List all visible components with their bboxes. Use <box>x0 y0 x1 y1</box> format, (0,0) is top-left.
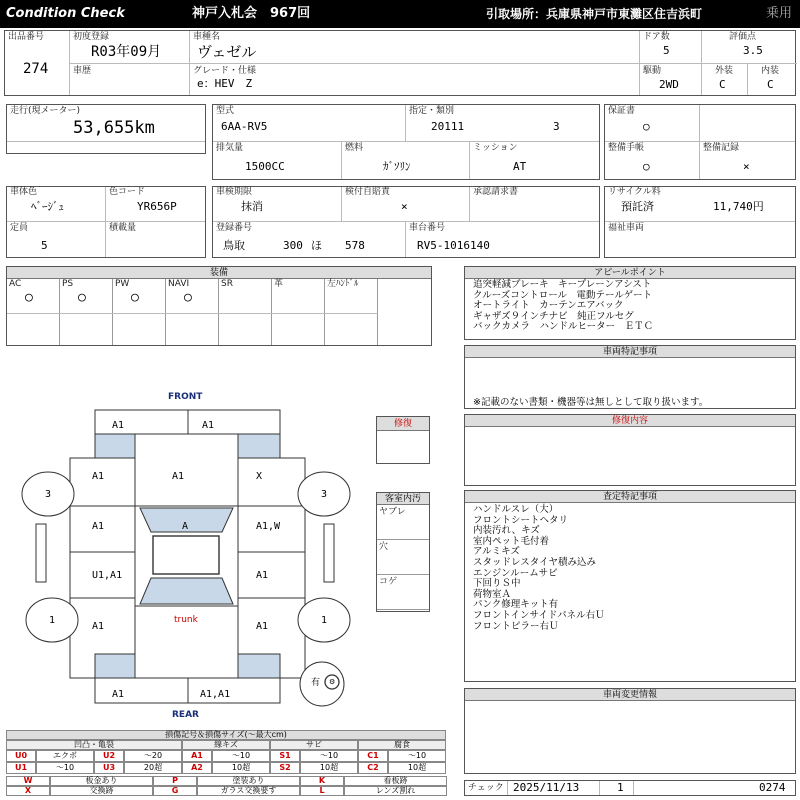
equipment-cell <box>113 279 166 345</box>
legend-code: U3 <box>94 762 124 774</box>
warranty: ○ <box>643 120 650 133</box>
inspection-note-line: フロントインサイドパネル右Ｕ <box>473 610 605 621</box>
front-door-left: A1 <box>92 521 105 532</box>
spare-tire-icon: ⚙ <box>329 678 336 686</box>
welfare-label: 福祉車両 <box>608 223 645 233</box>
type: 6AA-RV5 <box>221 120 268 133</box>
equipment-title: 装備 <box>7 267 431 279</box>
inspection-notes-panel <box>464 490 796 682</box>
drive: 2WD <box>659 78 679 91</box>
legend-desc: 20超 <box>124 762 182 774</box>
insurance-label: 検付自賠責 <box>345 187 391 197</box>
check-number: 0274 <box>759 781 786 794</box>
displacement: 1500CC <box>245 160 285 173</box>
legend-desc: ～10 <box>388 750 446 762</box>
appeal-line: バックカメラ ハンドルヒーター ＥＴＣ <box>473 321 654 333</box>
windshield: A <box>182 521 189 532</box>
rear-door-right: A1 <box>256 570 269 581</box>
equipment-label: 左ﾊﾝﾄﾞﾙ <box>327 279 359 289</box>
reg-kana: ほ <box>311 239 322 252</box>
chassis-label: 車台番号 <box>409 223 446 233</box>
legend-category: サビ <box>270 740 358 750</box>
lot-no-label: 出品番号 <box>8 32 45 42</box>
appeal-line: ギャザズ９インチナビ 純正フルセグ <box>473 310 634 322</box>
repair-box <box>376 416 430 464</box>
capacity-label: 定員 <box>10 223 29 233</box>
recycle-box <box>604 186 796 258</box>
legend-desc: 10超 <box>300 762 358 774</box>
spare-tire-label: 有 <box>311 678 321 688</box>
grade-label: グレード・仕様 <box>193 66 257 76</box>
equipment-label: SR <box>221 279 233 289</box>
trunk-label: trunk <box>174 615 198 625</box>
equipment-value: ○ <box>78 290 86 305</box>
inspection-note-line: スタッドレスタイヤ積み込み <box>473 557 597 568</box>
category-label: 乗用 <box>766 6 793 21</box>
legend-category: 線キズ <box>182 740 270 750</box>
approval-label: 承認請求書 <box>473 187 519 197</box>
mileage-box <box>6 104 206 154</box>
model-name: ヴェゼル <box>197 43 257 61</box>
change-info-title: 車両変更情報 <box>465 689 795 701</box>
recycle-status: 預託済 <box>621 200 654 213</box>
equipment-cell <box>7 279 60 345</box>
front-fender-left: A1 <box>92 471 105 482</box>
equipment-label: 革 <box>274 279 284 289</box>
inspection-note-line: 荷物室Ａ <box>473 588 512 600</box>
special-note: ※記載のない書類・機器等は無しとして取り扱います。 <box>473 397 709 408</box>
condition-check-badge: Condition Check <box>6 6 125 21</box>
legend-code: A2 <box>182 762 212 774</box>
legend-code: G <box>153 786 197 796</box>
legend-desc: 塗装あり <box>197 776 300 786</box>
exterior-grade: C <box>719 78 726 91</box>
legend-code: U1 <box>6 762 36 774</box>
legend-desc: 看板跡 <box>344 776 447 786</box>
capacity: 5 <box>41 239 48 252</box>
documents-box <box>604 104 796 180</box>
inspection-notes-title: 査定特記事項 <box>465 491 795 503</box>
repair-title: 修復 <box>377 417 429 431</box>
load-label: 積載量 <box>109 223 137 233</box>
equipment-cell <box>219 279 272 345</box>
equipment-grid <box>7 279 431 345</box>
service-record-label: 整備記録 <box>703 143 740 153</box>
model-name-label: 車種名 <box>193 32 221 42</box>
grade: e：HEV Z <box>197 77 253 90</box>
check-date: 2025/11/13 <box>513 781 580 794</box>
damage-legend <box>6 730 446 796</box>
color-label: 車体色 <box>10 187 38 197</box>
auction-title: 神戸入札会 967回 <box>192 6 311 21</box>
interior-label: 内装 <box>761 66 780 76</box>
doors-label: ドア数 <box>643 32 670 42</box>
appeal-line: クルーズコントロール 電動テールゲート <box>473 289 653 301</box>
repair-detail-title: 修復内容 <box>465 415 795 427</box>
color-code: YR656P <box>137 200 177 213</box>
legend-title: 損傷記号＆損傷サイズ(～最大cm) <box>6 730 446 740</box>
score: 3.5 <box>743 44 763 57</box>
special-notes-panel <box>464 345 796 409</box>
rear-quarter-left: A1 <box>92 621 105 632</box>
legend-code: C1 <box>358 750 388 762</box>
first-reg: R03年09月 <box>91 44 162 60</box>
inspection-note-line: 室内ペット毛付着 <box>473 535 550 547</box>
header-bar <box>0 0 800 28</box>
legend-code: C2 <box>358 762 388 774</box>
check-count: 1 <box>617 781 624 794</box>
reg-num: 578 <box>345 239 365 252</box>
legend-desc: 交換跡 <box>50 786 153 796</box>
chassis: RV5-1016140 <box>417 239 490 252</box>
displacement-label: 排気量 <box>216 143 244 153</box>
equipment-label: PS <box>62 279 74 289</box>
rear-quarter-right: A1 <box>256 621 269 632</box>
interior-stains-title: 客室内汚 <box>377 493 429 505</box>
tire-front-left: 3 <box>45 489 52 500</box>
inspection-note-line: パンク修理キット有 <box>473 599 559 611</box>
front-fender-right: X <box>256 471 263 482</box>
appeal-title: アピールポイント <box>465 267 795 279</box>
exterior-label: 外装 <box>715 66 734 76</box>
legend-code: A1 <box>182 750 212 762</box>
stain-row <box>377 540 429 575</box>
legend-code: K <box>300 776 344 786</box>
type-label: 型式 <box>216 106 235 116</box>
tire-front-right: 3 <box>321 489 328 500</box>
front-label: FRONT <box>168 392 203 402</box>
reg-area: 鳥取 <box>223 239 245 252</box>
mileage-label: 走行(現メーター) <box>10 106 81 116</box>
basic-info-table <box>4 30 796 96</box>
mileage: 53,655km <box>73 118 155 138</box>
equipment-value: ○ <box>184 290 192 305</box>
legend-desc: エクボ <box>36 750 94 762</box>
equipment-value: ○ <box>131 290 139 305</box>
rear-bumper-left: A1 <box>112 689 125 700</box>
legend-desc: ～10 <box>300 750 358 762</box>
doors: 5 <box>663 44 670 57</box>
mission: AT <box>513 160 527 173</box>
fuel-label: 燃料 <box>345 143 364 153</box>
fuel: ｶﾞｿﾘﾝ <box>383 160 411 173</box>
inspection-note-line: 下回りＳ中 <box>473 578 521 590</box>
rear-door-left: U1,A1 <box>92 570 123 581</box>
pickup-location: 引取場所：兵庫県神戸市東灘区住吉浜町 <box>486 7 703 21</box>
legend-desc: 板金あり <box>50 776 153 786</box>
hood-panel: A1 <box>172 471 185 482</box>
legend-desc: 10超 <box>388 762 446 774</box>
color-box <box>6 186 206 258</box>
equipment-panel <box>6 266 432 346</box>
warranty-label: 保証書 <box>608 106 636 116</box>
inspection-note-line: ハンドルスレ（大） <box>473 504 559 515</box>
recycle-fee: 11,740円 <box>713 200 764 213</box>
front-bumper-left: A1 <box>112 420 125 431</box>
rear-bumper-right: A1,A1 <box>200 689 231 700</box>
appeal-line: オートライト カーテンエアバック <box>473 300 624 312</box>
legend-desc: ～10 <box>36 762 94 774</box>
recycle-label: リサイクル料 <box>608 187 661 197</box>
inspection-note-line: フロントピラー右Ｕ <box>473 620 559 632</box>
inspection-note-line: フロントシートヘタリ <box>473 514 569 526</box>
stain-label: 穴 <box>379 542 389 552</box>
color: ﾍﾞｰｼﾞｭ <box>31 200 64 213</box>
drive-label: 駆動 <box>643 66 662 76</box>
legend-desc: ～10 <box>212 750 270 762</box>
reg-class: 300 <box>283 239 303 252</box>
appeal-line: 追突軽減ブレーキ キープレーンアシスト <box>473 279 652 290</box>
registration-box <box>212 186 600 258</box>
insurance: × <box>401 200 408 213</box>
change-info-panel <box>464 688 796 774</box>
legend-code: L <box>300 786 344 796</box>
legend-code: U0 <box>6 750 36 762</box>
type-spec-box <box>212 104 600 180</box>
legend-desc: 10超 <box>212 762 270 774</box>
tire-rear-left: 1 <box>49 615 56 626</box>
manual-label: 整備手帳 <box>608 143 645 153</box>
stain-row <box>377 575 429 610</box>
legend-code: P <box>153 776 197 786</box>
tire-rear-right: 1 <box>321 615 328 626</box>
legend-code: W <box>6 776 50 786</box>
equipment-label: PW <box>115 279 130 289</box>
legend-desc: レンズ割れ <box>344 786 447 796</box>
inspection-note-line: 内装汚れ、キズ <box>473 525 540 537</box>
equipment-label: NAVI <box>168 279 190 289</box>
appeal-points-panel <box>464 266 796 340</box>
reg-no-label: 登録番号 <box>216 223 253 233</box>
legend-category: 腐食 <box>358 740 446 750</box>
equipment-cell <box>272 279 325 345</box>
mission-label: ミッション <box>473 143 518 153</box>
classification: 3 <box>553 120 560 133</box>
first-reg-label: 初度登録 <box>73 32 110 42</box>
car-outline <box>0 386 440 726</box>
legend-category: 凹凸・亀裂 <box>6 740 182 750</box>
inspection: 抹消 <box>241 200 263 213</box>
legend-code: S2 <box>270 762 300 774</box>
legend-code: S1 <box>270 750 300 762</box>
inspection-note-line: アルミキズ <box>473 546 520 558</box>
check-bar <box>464 780 796 796</box>
manual: ○ <box>643 160 650 173</box>
legend-desc: ガラス交換要す <box>197 786 300 796</box>
inspection-label: 車検期限 <box>216 187 253 197</box>
lot-no: 274 <box>23 61 49 77</box>
legend-code: U2 <box>94 750 124 762</box>
equipment-label: AC <box>9 279 22 289</box>
score-label: 評価点 <box>729 32 757 42</box>
equipment-cell <box>325 279 378 345</box>
interior-grade: C <box>767 78 774 91</box>
designation-label: 指定・類別 <box>409 106 455 116</box>
equipment-value: ○ <box>25 290 33 305</box>
special-title: 車両特記事項 <box>465 346 795 358</box>
check-label: チェック <box>468 783 504 793</box>
front-bumper-right: A1 <box>202 420 215 431</box>
front-door-right: A1,W <box>256 521 281 532</box>
legend-desc: ～20 <box>124 750 182 762</box>
damage-diagram <box>0 386 440 726</box>
legend-code: X <box>6 786 50 796</box>
color-code-label: 色コード <box>109 187 146 197</box>
stain-row <box>377 505 429 540</box>
stain-label: コゲ <box>379 577 398 587</box>
rear-label: REAR <box>172 710 199 720</box>
service-record: × <box>743 160 750 173</box>
stain-label: ヤブレ <box>379 507 406 517</box>
history-label: 車歴 <box>73 66 92 76</box>
designation: 20111 <box>431 120 465 133</box>
inspection-note-line: エンジンルームサビ <box>473 567 558 579</box>
equipment-cell <box>60 279 113 345</box>
interior-stains-box <box>376 492 430 612</box>
equipment-cell <box>166 279 219 345</box>
repair-detail-panel <box>464 414 796 486</box>
